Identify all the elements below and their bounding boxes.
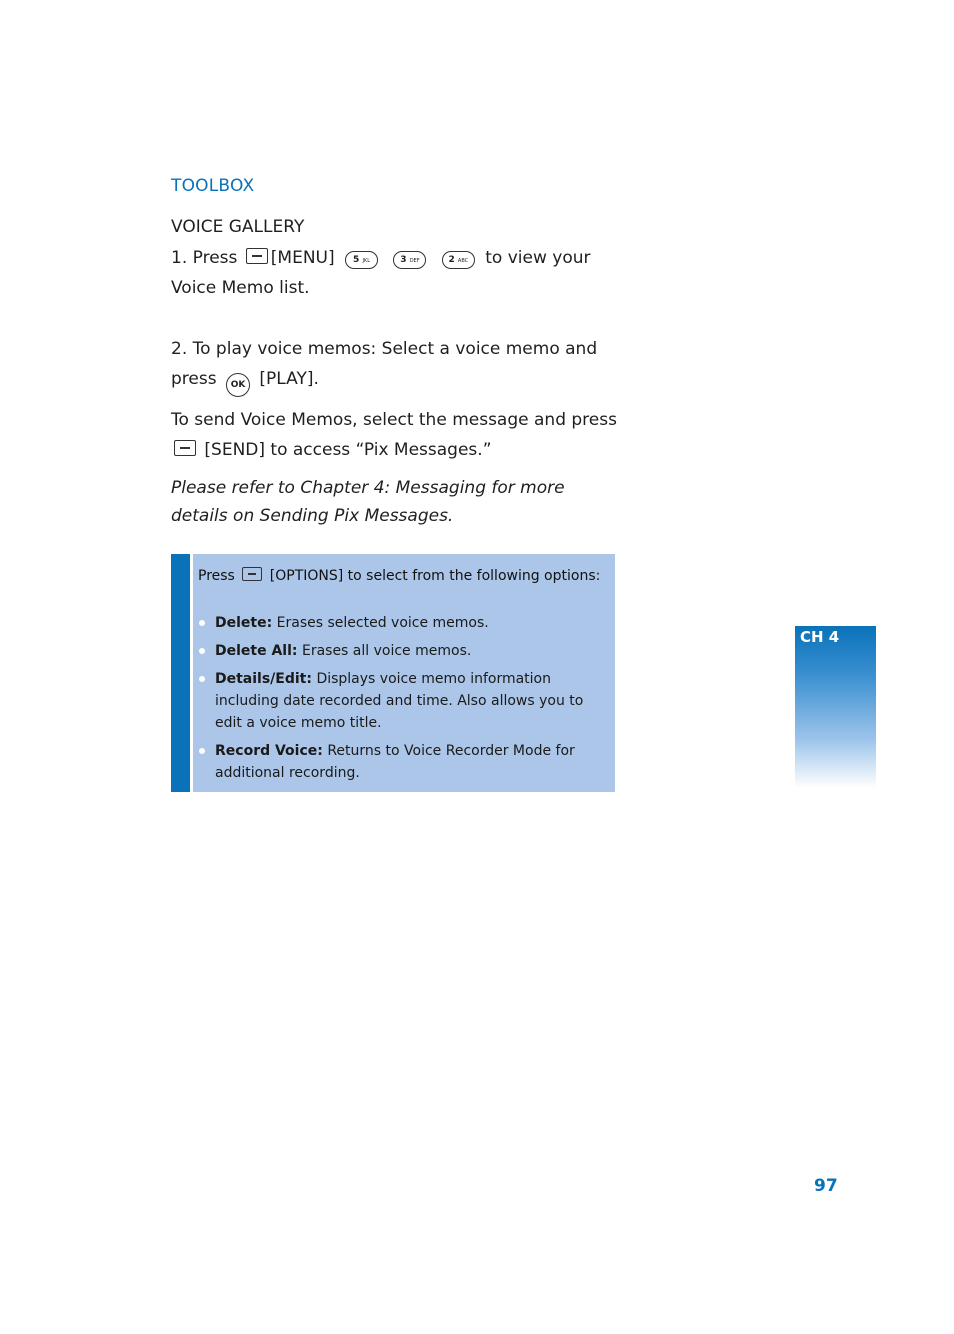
option-desc: Returns to Voice Recorder Mode for additional recording. <box>215 743 575 781</box>
step-1-suffix: to view your <box>485 248 591 268</box>
step-2-line-1: 2. To play voice memos: Select a voice memo and <box>171 339 598 359</box>
key-5-letters: JKL <box>362 258 370 264</box>
options-list <box>198 612 610 790</box>
section-title: TOOLBOX <box>171 176 255 196</box>
left-softkey-icon <box>246 248 268 264</box>
option-term: Record Voice: <box>215 743 323 759</box>
key-3-icon <box>393 251 426 269</box>
list-item <box>198 740 610 784</box>
option-desc: Erases all voice memos. <box>301 643 472 659</box>
step-1-line-2: Voice Memo list. <box>171 278 310 298</box>
send-line-1: To send Voice Memos, select the message and press <box>171 410 617 430</box>
list-item <box>198 612 610 634</box>
page-number: 97 <box>814 1176 838 1196</box>
step-1 <box>171 243 621 303</box>
send-rest: [SEND] to access “Pix Messages.” <box>204 440 492 460</box>
key-3-num: 3 <box>400 255 407 265</box>
note-accent-bar <box>171 554 190 792</box>
option-term: Delete: <box>215 615 273 631</box>
key-5-num: 5 <box>353 255 360 265</box>
right-softkey-icon <box>174 440 196 456</box>
key-2-letters: ABC <box>457 258 469 264</box>
option-desc: Erases selected voice memos. <box>276 615 489 631</box>
option-desc: Displays voice memo information including date recorded and time. Also allows you to edit a voice memo title. <box>215 671 584 731</box>
note-divider <box>190 554 193 792</box>
key-2-icon <box>442 251 475 269</box>
send-instructions <box>171 405 621 465</box>
key-3-letters: DEF <box>409 258 420 264</box>
options-rest: [OPTIONS] to select from the following options: <box>269 568 601 584</box>
subtitle: VOICE GALLERY <box>171 217 305 237</box>
step-2 <box>171 334 621 397</box>
step-2-play: [PLAY]. <box>259 369 319 389</box>
option-term: Delete All: <box>215 643 298 659</box>
option-term: Details/Edit: <box>215 671 312 687</box>
step-2-prefix: press <box>171 369 217 389</box>
chapter-label: CH 4 <box>800 628 840 646</box>
step-1-prefix: 1. Press <box>171 248 238 268</box>
options-note-box <box>171 554 615 792</box>
chapter-tab <box>795 626 876 788</box>
options-press: Press <box>198 568 235 584</box>
list-item <box>198 640 610 662</box>
list-item <box>198 668 610 734</box>
ok-key-icon: OK <box>226 373 250 397</box>
key-2-num: 2 <box>448 255 455 265</box>
options-heading <box>198 567 600 584</box>
key-5-icon <box>345 251 378 269</box>
step-1-menu: [MENU] <box>270 248 335 268</box>
options-softkey-icon <box>242 567 262 581</box>
reference-note: Please refer to Chapter 4: Messaging for more details on Sending Pix Messages. <box>171 478 565 526</box>
